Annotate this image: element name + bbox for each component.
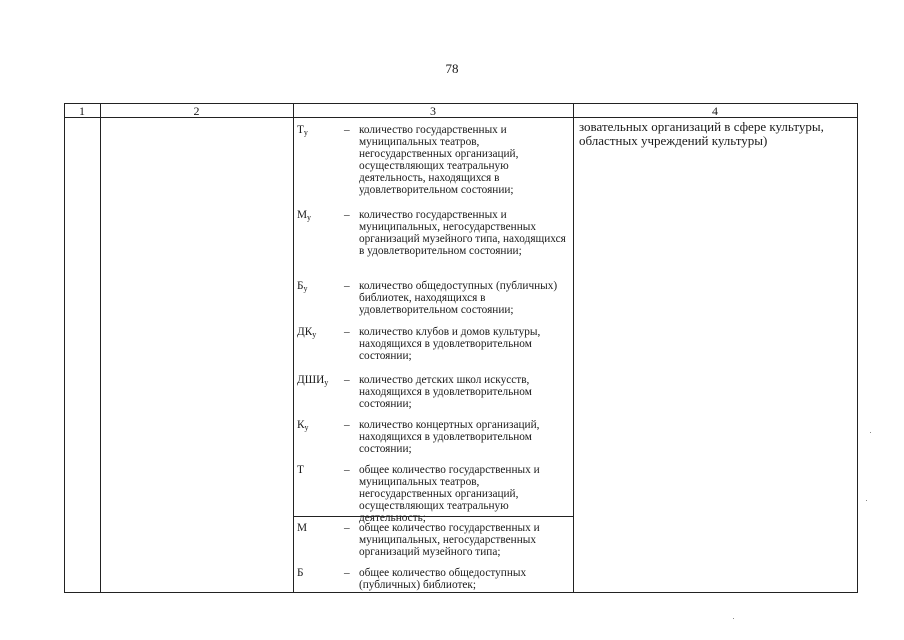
definition-entry [297,374,573,414]
column-number-2: 2 [193,104,200,118]
entry-text: общее количество государственных и муниципальных театров, негосударственных организаций, осуществляющих театральную деятельность; [359,464,540,525]
scan-speck [733,618,734,619]
column-divider-2-3 [293,103,294,593]
column4-text: зовательных организаций в сфере культуры, областных учреждений культуры) [579,119,824,148]
entry-dash: – [344,326,350,338]
entry-dash: – [344,209,350,221]
entry-symbol: $ДК_у$ [297,326,317,339]
entry-symbol: $Б_у$ [297,280,308,293]
entry-symbol: $ДШИ_у$ [297,374,329,387]
definition-entry [297,209,573,275]
entry-symbol: $Т_у$ [297,124,308,137]
definition-entry [297,280,573,320]
entry-dash: – [344,374,350,386]
page-number: 78 [445,61,459,76]
definition-entry [297,419,573,459]
definition-entry [297,567,573,593]
column-number-4: 4 [712,104,718,118]
entry-symbol: Т [297,464,304,476]
entry-dash: – [344,464,350,476]
entry-dash: – [344,567,350,579]
entry-symbol: М [297,522,308,534]
scan-speck [870,432,871,433]
column-number-1: 1 [79,104,85,118]
definition-entry [297,522,573,562]
definition-entry [297,326,573,366]
entry-text: общее количество общедоступных (публичных) библиотек; [359,567,527,592]
column-number-3: 3 [430,104,436,118]
entry-dash: – [344,419,350,431]
definition-entry [297,124,573,204]
entry-dash: – [344,124,350,136]
entry-symbol: Б [297,567,304,579]
column-divider-1-2 [100,103,101,593]
table-left-border [64,103,65,593]
entry-text: количество концертных организаций, находящихся в удовлетворительном состоянии; [359,419,540,456]
scan-speck [866,500,867,501]
entry-dash: – [344,522,350,534]
entry-text: количество государственных и муниципальных театров, негосударственных организаций, осуществляющих театральную деятельность, находящихся в удовлетворительном состоянии; [359,124,519,197]
table-right-border [857,103,858,593]
entry-text: количество общедоступных (публичных) библиотек, находящихся в удовлетворительном состоянии; [359,280,558,317]
entry-text: количество клубов и домов культуры, находящихся в удовлетворительном состоянии; [359,326,541,363]
entry-dash: – [344,280,350,292]
definition-entry [297,464,573,525]
entry-text: количество государственных и муниципальных, негосударственных организаций музейного типа, находящихся в удовлетворительном состоянии; [359,209,566,258]
entry-symbol: $К_у$ [297,419,309,432]
column-divider-3-4 [573,103,574,593]
entry-text: количество детских школ искусств, находящихся в удовлетворительном состоянии; [359,374,532,411]
entry-text: общее количество государственных и муниципальных, негосударственных организаций музейного типа; [359,522,540,559]
entry-symbol: $М_у$ [297,209,312,222]
